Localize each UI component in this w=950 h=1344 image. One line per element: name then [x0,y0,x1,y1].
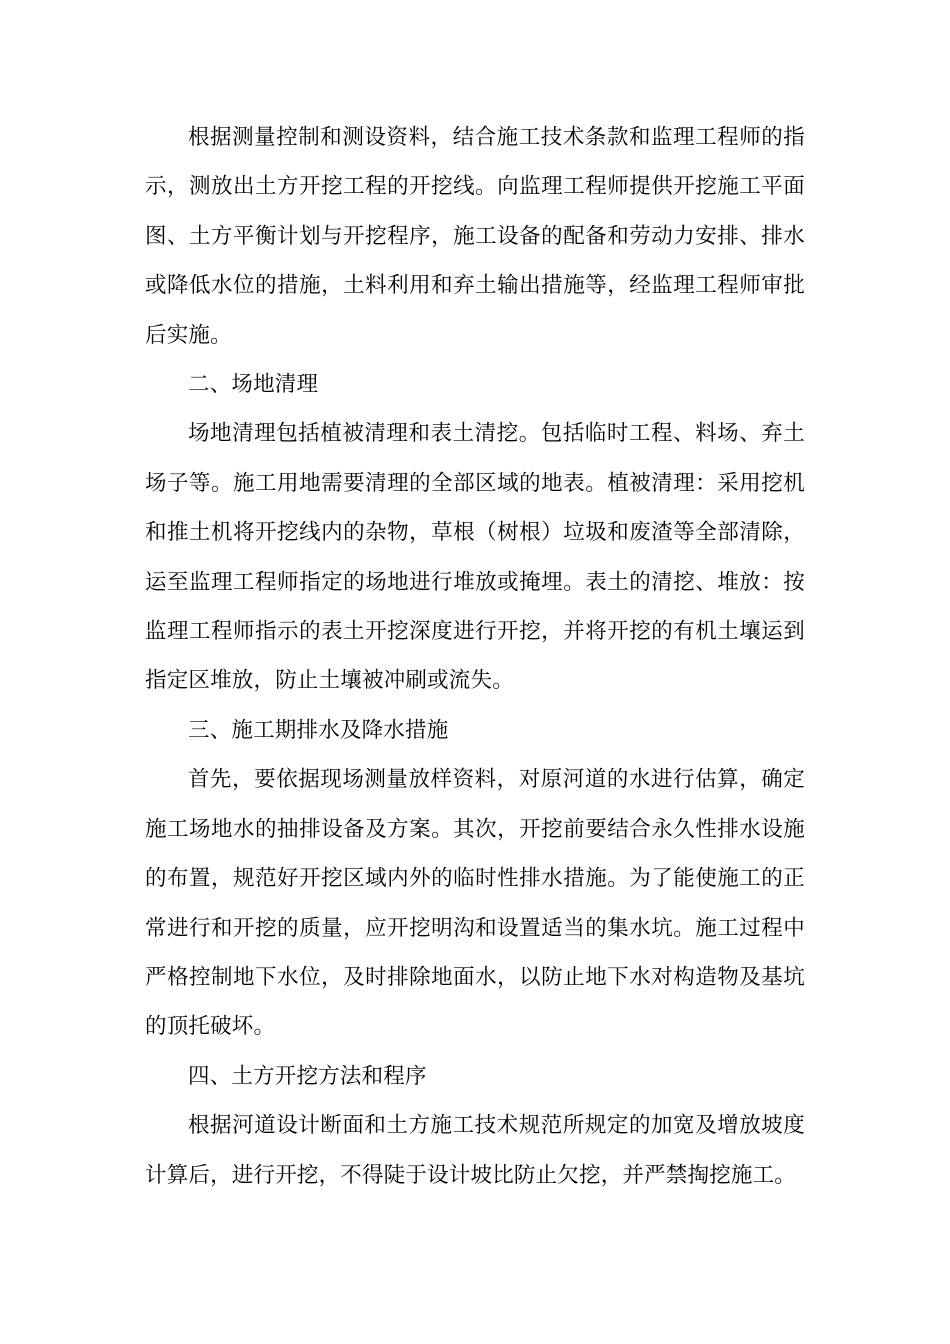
paragraph-survey-layout: 根据测量控制和测设资料，结合施工技术条款和监理工程师的指示，测放出土方开挖工程的开挖线。向监理工程师提供开挖施工平面图、土方平衡计划与开挖程序，施工设备的配备和劳动力安排、排水或降低水位的措施，土料利用和弃土输出措施等，经监理工程师审批后实施。 [145,125,805,348]
section-heading-excavation-method: 四、土方开挖方法和程序 [188,1063,427,1089]
paragraph-drainage: 首先，要依据现场测量放样资料，对原河道的水进行估算，确定施工场地水的抽排设备及方案。其次，开挖前要结合永久性排水设施的布置，规范好开挖区域内外的临时性排水措施。为了能使施工的正常进行和开挖的质量，应开挖明沟和设置适当的集水坑。施工过程中严格控制地下水位，及时排除地面水，以防止地下水对构造物及基坑的顶托破坏。 [145,767,805,1040]
paragraph-excavation-method: 根据河道设计断面和土方施工技术规范所规定的加宽及增放坡度计算后，进行开挖，不得陡于设计坡比防止欠挖，并严禁掏挖施工。 [145,1113,805,1188]
document-page [145,113,805,1200]
section-heading-drainage: 三、施工期排水及降水措施 [188,717,449,743]
paragraph-site-clearing: 场地清理包括植被清理和表土清挖。包括临时工程、料场、弃土场子等。施工用地需要清理的全部区域的地表。植被清理：采用挖机和推土机将开挖线内的杂物，草根（树根）垃圾和废渣等全部清除，运至监理工程师指定的场地进行堆放或掩埋。表土的清挖、堆放：按监理工程师指示的表土开挖深度进行开挖，并将开挖的有机土壤运到指定区堆放，防止土壤被冲刷或流失。 [145,421,805,694]
section-heading-site-clearing: 二、场地清理 [188,372,319,398]
